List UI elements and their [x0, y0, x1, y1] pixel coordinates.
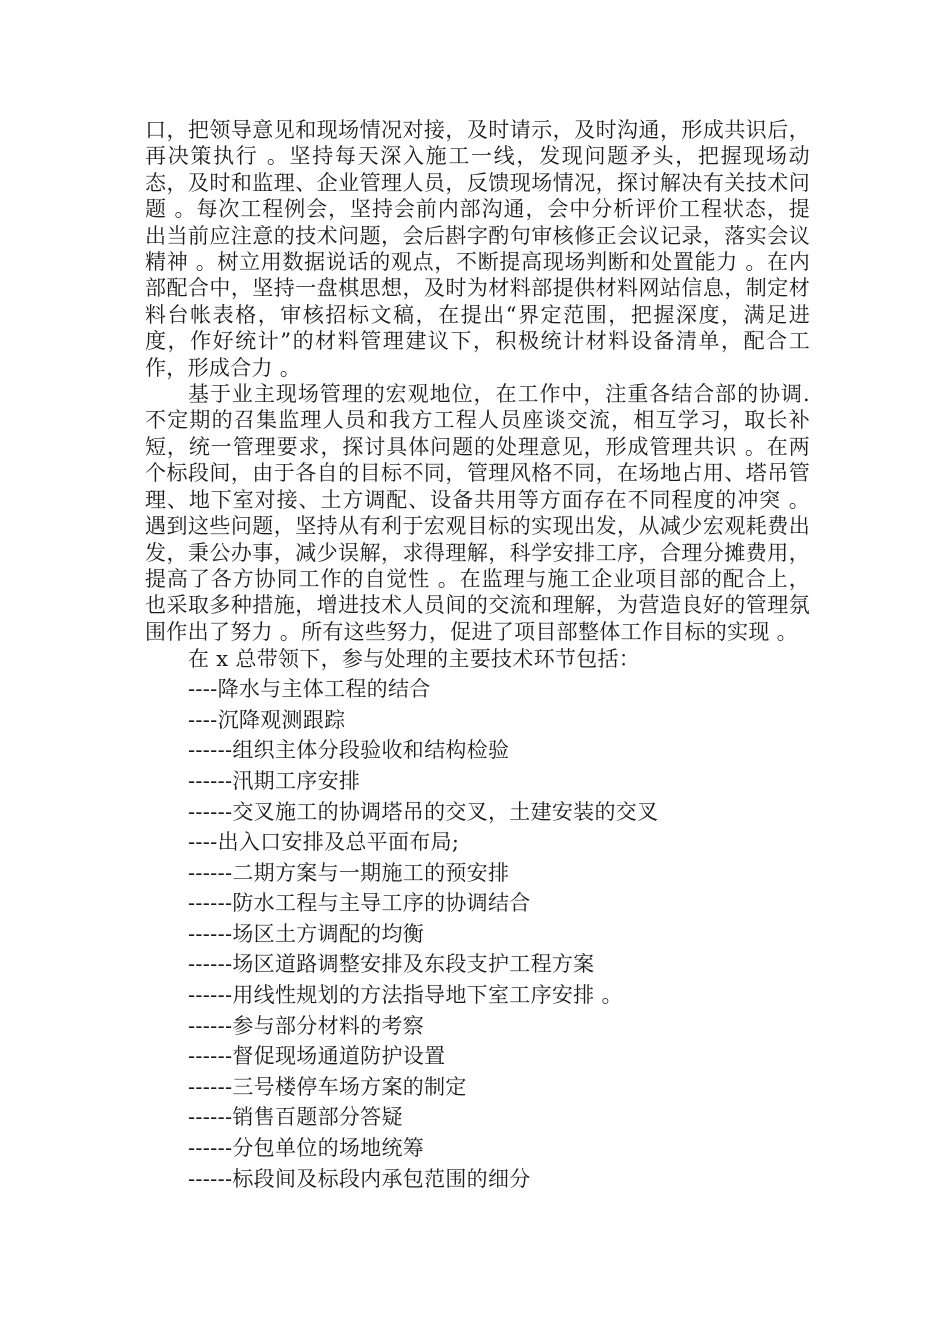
list-item: ------三号楼停车场方案的制定: [188, 1074, 467, 1099]
list-item: ------场区道路调整安排及东段支护工程方案: [188, 952, 595, 977]
paragraph-coordination-external: 基于业主现场管理的宏观地位，在工作中，注重各结合部的协调.不定期的召集监理人员和我方工程人员座谈交流，相互学习，取长补短，统一管理要求，探讨具体问题的处理意见，形成管理共识 。在两个标段间，由于各自的目标不同，管理风格不同，在场地占用、塔吊管理、地下室对接、土方调配、设备共用等方面存在不同程度的冲突 。遇到这些问题，坚持从有利于宏观目标的实现出发，从减少宏观耗费出发，秉公办事，减少误解，求得理解，科学安排工序，合理分摊费用，提高了各方协同工作的自觉性 。在监理与施工企业项目部的配合上，也采取多种措施，增进技术人员间的交流和理解，为营造良好的管理氛围作出了努力 。所有这些努力，促进了项目部整体工作目标的实现 。: [145, 382, 810, 644]
list-item: ------督促现场通道防护设置: [188, 1044, 446, 1069]
list-item: ------分包单位的场地统筹: [188, 1136, 425, 1161]
list-item: ----降水与主体工程的结合: [188, 677, 431, 702]
list-item: ------交叉施工的协调塔吊的交叉，土建安装的交叉: [188, 799, 659, 824]
list-item: ------用线性规划的方法指导地下室工序安排 。: [188, 983, 623, 1008]
list-item: ------参与部分材料的考察: [188, 1013, 425, 1038]
paragraph-coordination-internal: 口，把领导意见和现场情况对接，及时请示，及时沟通，形成共识后，再决策执行 。坚持每天深入施工一线，发现问题矛头，把握现场动态，及时和监理、企业管理人员，反馈现场情况，探讨解决有关技术问题 。每次工程例会，坚持会前内部沟通，会中分析评价工程状态，提出当前应注意的技术问题，会后斟字酌句审核修正会议记录，落实会议精神 。树立用数据说话的观点，不断提高现场判断和处置能力 。在内部配合中，坚持一盘棋思想，及时为材料部提供材料网站信息，制定材料台帐表格，审核招标文稿，在提出“界定范围，把握深度，满足进度，作好统计”的材料管理建议下，积极统计材料设备清单，配合工作，形成合力 。: [145, 118, 810, 380]
list-item: ------标段间及标段内承包范围的细分: [188, 1166, 531, 1191]
document-page: [145, 117, 810, 1194]
technical-items-list: [145, 674, 810, 1194]
list-item: ------汛期工序安排: [188, 768, 361, 793]
list-item: ------防水工程与主导工序的协调结合: [188, 891, 531, 916]
list-item: ------场区土方调配的均衡: [188, 921, 425, 946]
list-item: ------组织主体分段验收和结构检验: [188, 738, 510, 763]
list-intro: 在 x 总带领下，参与处理的主要技术环节包括：: [188, 647, 641, 672]
list-item: ----沉降观测跟踪: [188, 707, 346, 732]
list-item: ------二期方案与一期施工的预安排: [188, 860, 510, 885]
list-item: ----出入口安排及总平面布局;: [188, 830, 460, 855]
list-item: ------销售百题部分答疑: [188, 1105, 403, 1130]
